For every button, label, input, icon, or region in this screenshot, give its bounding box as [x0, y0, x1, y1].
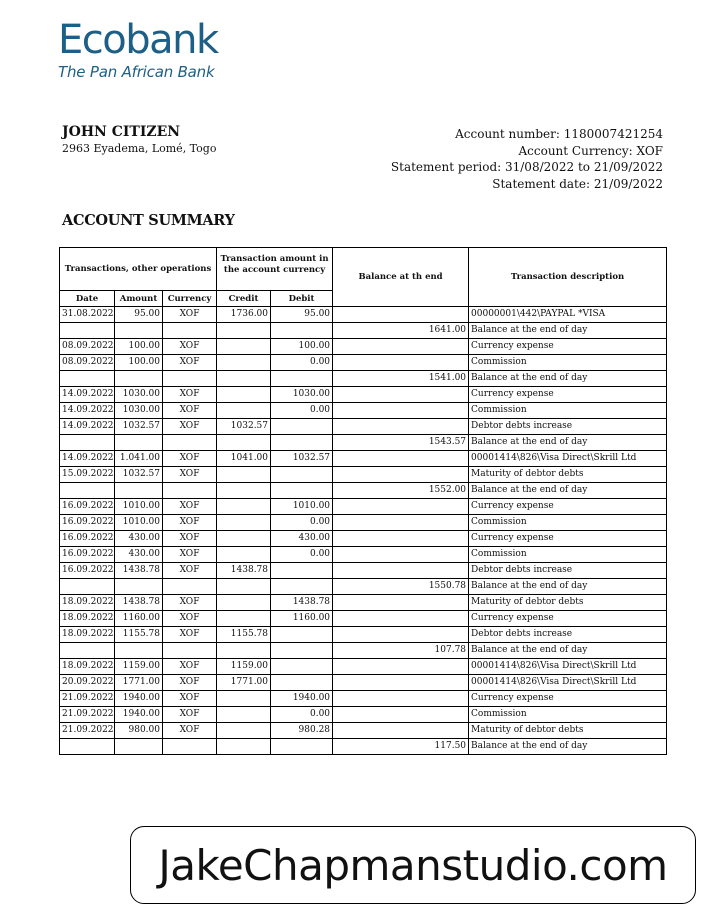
cell-description: Balance at the end of day — [469, 371, 667, 387]
cell-balance — [333, 467, 469, 483]
cell-date — [60, 483, 115, 499]
cell-credit — [217, 547, 271, 563]
cell-date: 14.09.2022 — [60, 387, 115, 403]
cell-description: Debtor debts increase — [469, 419, 667, 435]
cell-description: Commission — [469, 547, 667, 563]
cell-amount — [115, 371, 163, 387]
cell-credit — [217, 467, 271, 483]
table-row — [60, 595, 667, 611]
cell-amount: 1010.00 — [115, 515, 163, 531]
cell-date: 14.09.2022 — [60, 419, 115, 435]
cell-debit: 0.00 — [271, 547, 333, 563]
cell-credit — [217, 595, 271, 611]
cell-description: Commission — [469, 515, 667, 531]
cell-currency: XOF — [163, 403, 217, 419]
cell-date: 08.09.2022 — [60, 339, 115, 355]
cell-debit — [271, 579, 333, 595]
cell-credit — [217, 435, 271, 451]
cell-credit — [217, 323, 271, 339]
cell-balance: 107.78 — [333, 643, 469, 659]
cell-amount: 430.00 — [115, 547, 163, 563]
cell-currency — [163, 435, 217, 451]
cell-credit: 1736.00 — [217, 307, 271, 323]
cell-amount — [115, 323, 163, 339]
table-row — [60, 435, 667, 451]
cell-debit: 1438.78 — [271, 595, 333, 611]
statement-period: Statement period: 31/08/2022 to 21/09/2022 — [390, 160, 663, 174]
cell-description: 00000001\442\PAYPAL *VISA — [469, 307, 667, 323]
cell-date — [60, 579, 115, 595]
transactions-body — [60, 307, 667, 755]
header-amount: Amount — [115, 291, 163, 307]
cell-date — [60, 739, 115, 755]
cell-credit — [217, 355, 271, 371]
cell-currency: XOF — [163, 451, 217, 467]
cell-debit: 95.00 — [271, 307, 333, 323]
client-block — [62, 124, 216, 155]
cell-date: 18.09.2022 — [60, 595, 115, 611]
table-row — [60, 691, 667, 707]
table-row — [60, 563, 667, 579]
cell-date: 08.09.2022 — [60, 355, 115, 371]
cell-amount: 1438.78 — [115, 595, 163, 611]
cell-balance — [333, 675, 469, 691]
cell-debit: 0.00 — [271, 515, 333, 531]
cell-amount: 100.00 — [115, 339, 163, 355]
cell-debit — [271, 467, 333, 483]
table-row — [60, 467, 667, 483]
cell-debit: 1030.00 — [271, 387, 333, 403]
cell-currency: XOF — [163, 515, 217, 531]
bank-logo — [58, 18, 218, 81]
cell-date: 18.09.2022 — [60, 659, 115, 675]
account-number: Account number: 1180007421254 — [455, 127, 663, 141]
cell-date: 16.09.2022 — [60, 531, 115, 547]
cell-balance — [333, 387, 469, 403]
cell-balance: 1550.78 — [333, 579, 469, 595]
cell-amount: 1155.78 — [115, 627, 163, 643]
cell-balance: 1552.00 — [333, 483, 469, 499]
cell-description: Debtor debts increase — [469, 627, 667, 643]
cell-currency — [163, 371, 217, 387]
cell-description: Currency expense — [469, 387, 667, 403]
cell-currency: XOF — [163, 547, 217, 563]
cell-credit: 1771.00 — [217, 675, 271, 691]
cell-credit — [217, 483, 271, 499]
cell-debit — [271, 371, 333, 387]
client-address: 2963 Eyadema, Lomé, Togo — [62, 142, 217, 155]
cell-credit — [217, 579, 271, 595]
cell-balance — [333, 723, 469, 739]
logo-tagline: The Pan African Bank — [58, 63, 215, 81]
cell-credit — [217, 643, 271, 659]
cell-description: Currency expense — [469, 499, 667, 515]
cell-date: 21.09.2022 — [60, 707, 115, 723]
cell-description: Commission — [469, 403, 667, 419]
cell-balance — [333, 355, 469, 371]
header-amount-group: Transaction amount in the account currency — [217, 248, 333, 291]
table-row — [60, 451, 667, 467]
cell-amount: 100.00 — [115, 355, 163, 371]
cell-currency: XOF — [163, 595, 217, 611]
cell-date: 31.08.2022 — [60, 307, 115, 323]
cell-amount: 1160.00 — [115, 611, 163, 627]
cell-credit — [217, 723, 271, 739]
cell-balance — [333, 307, 469, 323]
cell-description: Balance at the end of day — [469, 579, 667, 595]
cell-currency: XOF — [163, 387, 217, 403]
cell-description: Currency expense — [469, 531, 667, 547]
cell-currency: XOF — [163, 499, 217, 515]
cell-credit: 1438.78 — [217, 563, 271, 579]
cell-debit: 100.00 — [271, 339, 333, 355]
cell-debit: 430.00 — [271, 531, 333, 547]
cell-currency: XOF — [163, 563, 217, 579]
cell-amount: 1032.57 — [115, 467, 163, 483]
transactions-table — [59, 247, 667, 755]
table-row — [60, 579, 667, 595]
cell-description: Balance at the end of day — [469, 643, 667, 659]
cell-description: Maturity of debtor debts — [469, 467, 667, 483]
cell-amount: 1032.57 — [115, 419, 163, 435]
table-row — [60, 531, 667, 547]
cell-description: Commission — [469, 355, 667, 371]
cell-description: Balance at the end of day — [469, 483, 667, 499]
cell-balance — [333, 691, 469, 707]
cell-balance — [333, 419, 469, 435]
table-row — [60, 707, 667, 723]
cell-balance — [333, 515, 469, 531]
cell-balance — [333, 627, 469, 643]
account-currency: Account Currency: XOF — [518, 143, 663, 158]
cell-date — [60, 323, 115, 339]
cell-amount: 1940.00 — [115, 707, 163, 723]
cell-date: 14.09.2022 — [60, 451, 115, 467]
cell-debit: 1940.00 — [271, 691, 333, 707]
cell-credit — [217, 707, 271, 723]
header-transactions-group: Transactions, other operations — [60, 248, 217, 291]
header-balance: Balance at th end — [333, 248, 469, 307]
cell-amount — [115, 483, 163, 499]
cell-amount: 430.00 — [115, 531, 163, 547]
cell-balance: 1541.00 — [333, 371, 469, 387]
cell-debit — [271, 419, 333, 435]
table-row — [60, 643, 667, 659]
cell-date: 15.09.2022 — [60, 467, 115, 483]
summary-title: ACCOUNT SUMMARY — [62, 212, 235, 229]
cell-amount: 1030.00 — [115, 403, 163, 419]
cell-amount: 1940.00 — [115, 691, 163, 707]
table-row — [60, 675, 667, 691]
header-description: Transaction description — [469, 248, 667, 307]
cell-debit — [271, 483, 333, 499]
cell-amount: 1.041.00 — [115, 451, 163, 467]
cell-description: Balance at the end of day — [469, 435, 667, 451]
cell-balance — [333, 563, 469, 579]
header-currency: Currency — [163, 291, 217, 307]
cell-amount: 1030.00 — [115, 387, 163, 403]
cell-date — [60, 371, 115, 387]
cell-date: 20.09.2022 — [60, 675, 115, 691]
cell-balance — [333, 499, 469, 515]
cell-amount: 95.00 — [115, 307, 163, 323]
table-row — [60, 387, 667, 403]
cell-description: Debtor debts increase — [469, 563, 667, 579]
cell-description: Maturity of debtor debts — [469, 723, 667, 739]
cell-balance — [333, 339, 469, 355]
cell-debit — [271, 435, 333, 451]
cell-currency: XOF — [163, 355, 217, 371]
cell-credit: 1032.57 — [217, 419, 271, 435]
cell-balance: 1543.57 — [333, 435, 469, 451]
cell-debit: 1010.00 — [271, 499, 333, 515]
cell-currency: XOF — [163, 659, 217, 675]
cell-amount — [115, 739, 163, 755]
cell-amount: 1010.00 — [115, 499, 163, 515]
cell-amount — [115, 643, 163, 659]
table-row — [60, 739, 667, 755]
cell-debit: 0.00 — [271, 403, 333, 419]
cell-date: 18.09.2022 — [60, 611, 115, 627]
cell-currency: XOF — [163, 467, 217, 483]
cell-currency: XOF — [163, 691, 217, 707]
table-row — [60, 515, 667, 531]
cell-balance — [333, 611, 469, 627]
cell-debit: 0.00 — [271, 355, 333, 371]
table-row — [60, 355, 667, 371]
table-row — [60, 723, 667, 739]
table-row — [60, 659, 667, 675]
cell-credit — [217, 387, 271, 403]
table-row — [60, 627, 667, 643]
logo-wordmark: Ecobank — [58, 17, 218, 63]
table-row — [60, 611, 667, 627]
cell-balance: 117.50 — [333, 739, 469, 755]
table-row — [60, 483, 667, 499]
cell-amount — [115, 435, 163, 451]
cell-date: 21.09.2022 — [60, 691, 115, 707]
cell-credit — [217, 371, 271, 387]
table-row — [60, 499, 667, 515]
cell-credit: 1041.00 — [217, 451, 271, 467]
cell-debit — [271, 323, 333, 339]
cell-amount: 1438.78 — [115, 563, 163, 579]
cell-currency: XOF — [163, 723, 217, 739]
cell-balance: 1641.00 — [333, 323, 469, 339]
cell-description: Balance at the end of day — [469, 739, 667, 755]
header-date: Date — [60, 291, 115, 307]
cell-date: 16.09.2022 — [60, 563, 115, 579]
table-row — [60, 323, 667, 339]
cell-amount — [115, 579, 163, 595]
client-name: JOHN CITIZEN — [62, 124, 181, 140]
cell-currency: XOF — [163, 611, 217, 627]
cell-credit: 1159.00 — [217, 659, 271, 675]
cell-debit: 0.00 — [271, 707, 333, 723]
cell-balance — [333, 547, 469, 563]
watermark-box — [130, 826, 696, 904]
cell-credit — [217, 739, 271, 755]
cell-currency — [163, 643, 217, 659]
cell-credit: 1155.78 — [217, 627, 271, 643]
cell-debit — [271, 659, 333, 675]
cell-description: 00001414\826\Visa Direct\Skrill Ltd — [469, 675, 667, 691]
cell-debit — [271, 643, 333, 659]
cell-credit — [217, 339, 271, 355]
table-row — [60, 371, 667, 387]
header-debit: Debit — [271, 291, 333, 307]
cell-balance — [333, 595, 469, 611]
cell-description: Currency expense — [469, 611, 667, 627]
cell-amount: 1159.00 — [115, 659, 163, 675]
table-row — [60, 339, 667, 355]
cell-currency: XOF — [163, 339, 217, 355]
cell-debit — [271, 675, 333, 691]
cell-balance — [333, 403, 469, 419]
cell-currency: XOF — [163, 707, 217, 723]
cell-debit — [271, 563, 333, 579]
cell-description: 00001414\826\Visa Direct\Skrill Ltd — [469, 659, 667, 675]
cell-currency: XOF — [163, 531, 217, 547]
table-row — [60, 419, 667, 435]
header-credit: Credit — [217, 291, 271, 307]
cell-credit — [217, 611, 271, 627]
cell-amount: 980.00 — [115, 723, 163, 739]
table-row — [60, 403, 667, 419]
table-row — [60, 307, 667, 323]
cell-description: Currency expense — [469, 691, 667, 707]
cell-date — [60, 435, 115, 451]
cell-description: Currency expense — [469, 339, 667, 355]
cell-currency — [163, 739, 217, 755]
cell-description: Commission — [469, 707, 667, 723]
cell-credit — [217, 531, 271, 547]
account-info — [391, 126, 663, 192]
statement-date: Statement date: 21/09/2022 — [492, 176, 663, 191]
table-row — [60, 547, 667, 563]
cell-date: 16.09.2022 — [60, 499, 115, 515]
cell-amount: 1771.00 — [115, 675, 163, 691]
cell-balance — [333, 707, 469, 723]
cell-description: Maturity of debtor debts — [469, 595, 667, 611]
cell-date: 16.09.2022 — [60, 515, 115, 531]
watermark-text: JakeChapmanstudio.com — [158, 840, 668, 890]
cell-date: 14.09.2022 — [60, 403, 115, 419]
cell-credit — [217, 499, 271, 515]
cell-balance — [333, 659, 469, 675]
cell-credit — [217, 691, 271, 707]
cell-debit — [271, 627, 333, 643]
cell-debit: 1160.00 — [271, 611, 333, 627]
cell-currency — [163, 483, 217, 499]
cell-date: 18.09.2022 — [60, 627, 115, 643]
cell-description: Balance at the end of day — [469, 323, 667, 339]
cell-date: 16.09.2022 — [60, 547, 115, 563]
cell-balance — [333, 531, 469, 547]
cell-currency — [163, 579, 217, 595]
cell-debit: 1032.57 — [271, 451, 333, 467]
cell-debit — [271, 739, 333, 755]
cell-currency: XOF — [163, 419, 217, 435]
cell-date: 21.09.2022 — [60, 723, 115, 739]
cell-credit — [217, 515, 271, 531]
cell-currency: XOF — [163, 307, 217, 323]
cell-credit — [217, 403, 271, 419]
cell-currency: XOF — [163, 675, 217, 691]
cell-debit: 980.28 — [271, 723, 333, 739]
cell-currency: XOF — [163, 627, 217, 643]
cell-date — [60, 643, 115, 659]
cell-balance — [333, 451, 469, 467]
cell-description: 00001414\826\Visa Direct\Skrill Ltd — [469, 451, 667, 467]
cell-currency — [163, 323, 217, 339]
